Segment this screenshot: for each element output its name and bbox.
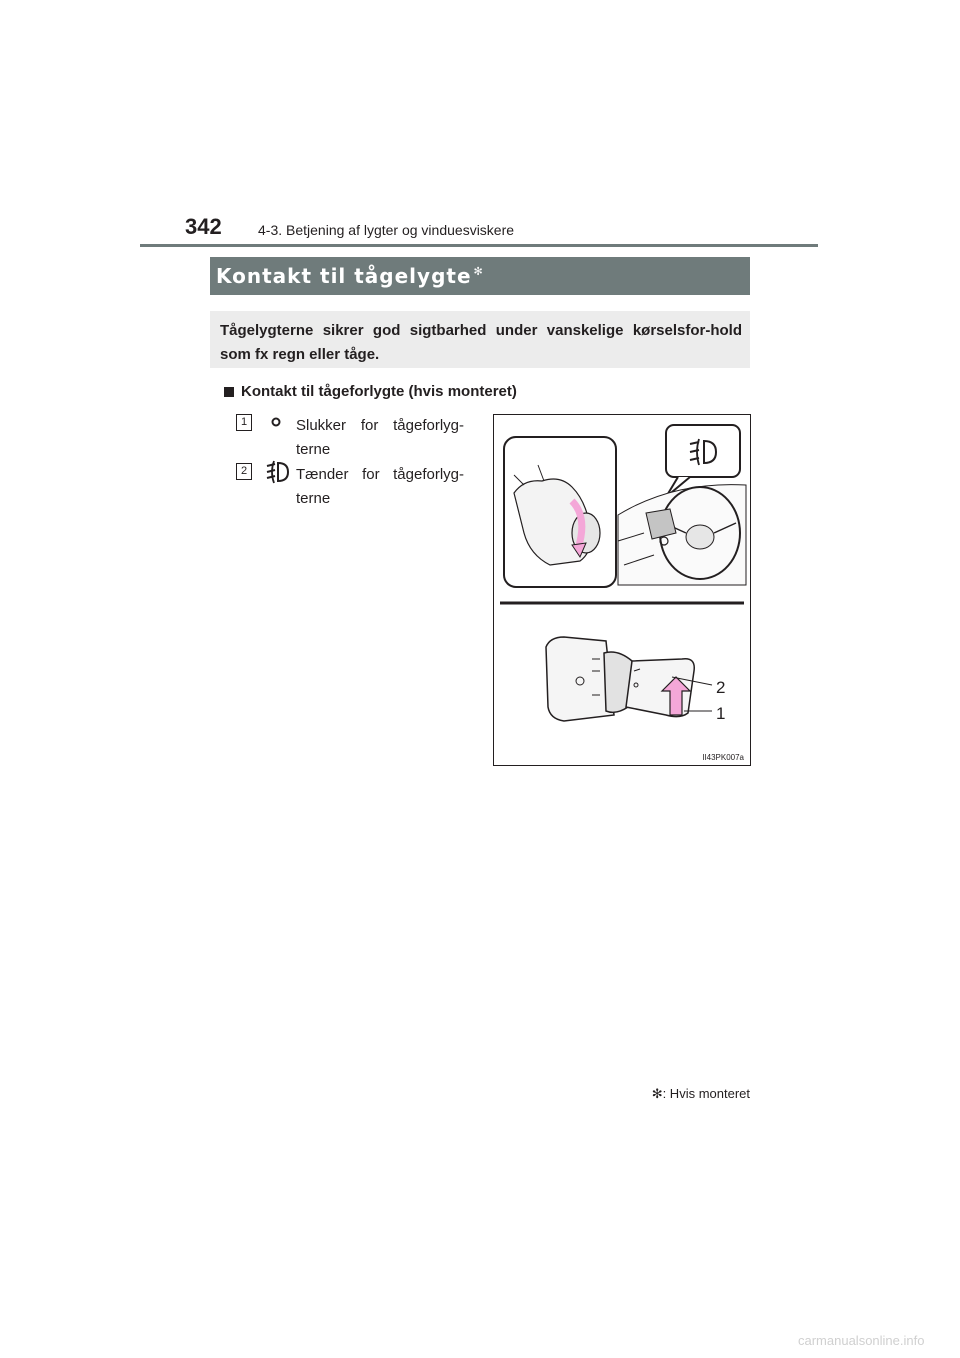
item-text: Slukker for tågeforlyg-terne bbox=[296, 417, 464, 458]
page-number: 342 bbox=[185, 214, 222, 239]
footnote: ✻: Hvis monteret bbox=[651, 1086, 750, 1101]
square-bullet-icon bbox=[224, 387, 234, 397]
intro-box bbox=[210, 311, 750, 368]
item-text: Tænder for tågeforlyg-terne bbox=[296, 466, 464, 507]
subheading-text: Kontakt til tågeforlygte (hvis monteret) bbox=[241, 383, 517, 400]
item-number: 2 bbox=[236, 463, 252, 480]
title-bar bbox=[210, 257, 750, 295]
callout-2: 2 bbox=[716, 678, 726, 697]
optional-mark: ✻ bbox=[473, 265, 484, 279]
off-circle-icon bbox=[264, 410, 288, 438]
figure-code: II43PK007a bbox=[702, 753, 744, 762]
subheading bbox=[224, 383, 517, 400]
fog-switch-figure bbox=[493, 414, 751, 766]
section-path: 4-3. Betjening af lygter og vinduesviskere bbox=[258, 222, 515, 238]
fog-switch-illustration bbox=[494, 415, 750, 765]
intro-text: Tågelygterne sikrer god sigtbarhed under vanskelige kørselsfor-hold som fx regn eller tåge. bbox=[220, 322, 742, 363]
header-rule bbox=[140, 244, 818, 247]
watermark-logo bbox=[798, 1330, 948, 1350]
svg-text:carmanualsonline.info: carmanualsonline.info bbox=[798, 1333, 925, 1348]
section-title: Kontakt til tågelygte ✻ bbox=[216, 264, 484, 288]
item-on bbox=[236, 463, 476, 513]
callout-1: 1 bbox=[716, 704, 726, 723]
front-fog-light-icon bbox=[264, 459, 292, 489]
item-off bbox=[236, 414, 476, 464]
item-number: 1 bbox=[236, 414, 252, 431]
